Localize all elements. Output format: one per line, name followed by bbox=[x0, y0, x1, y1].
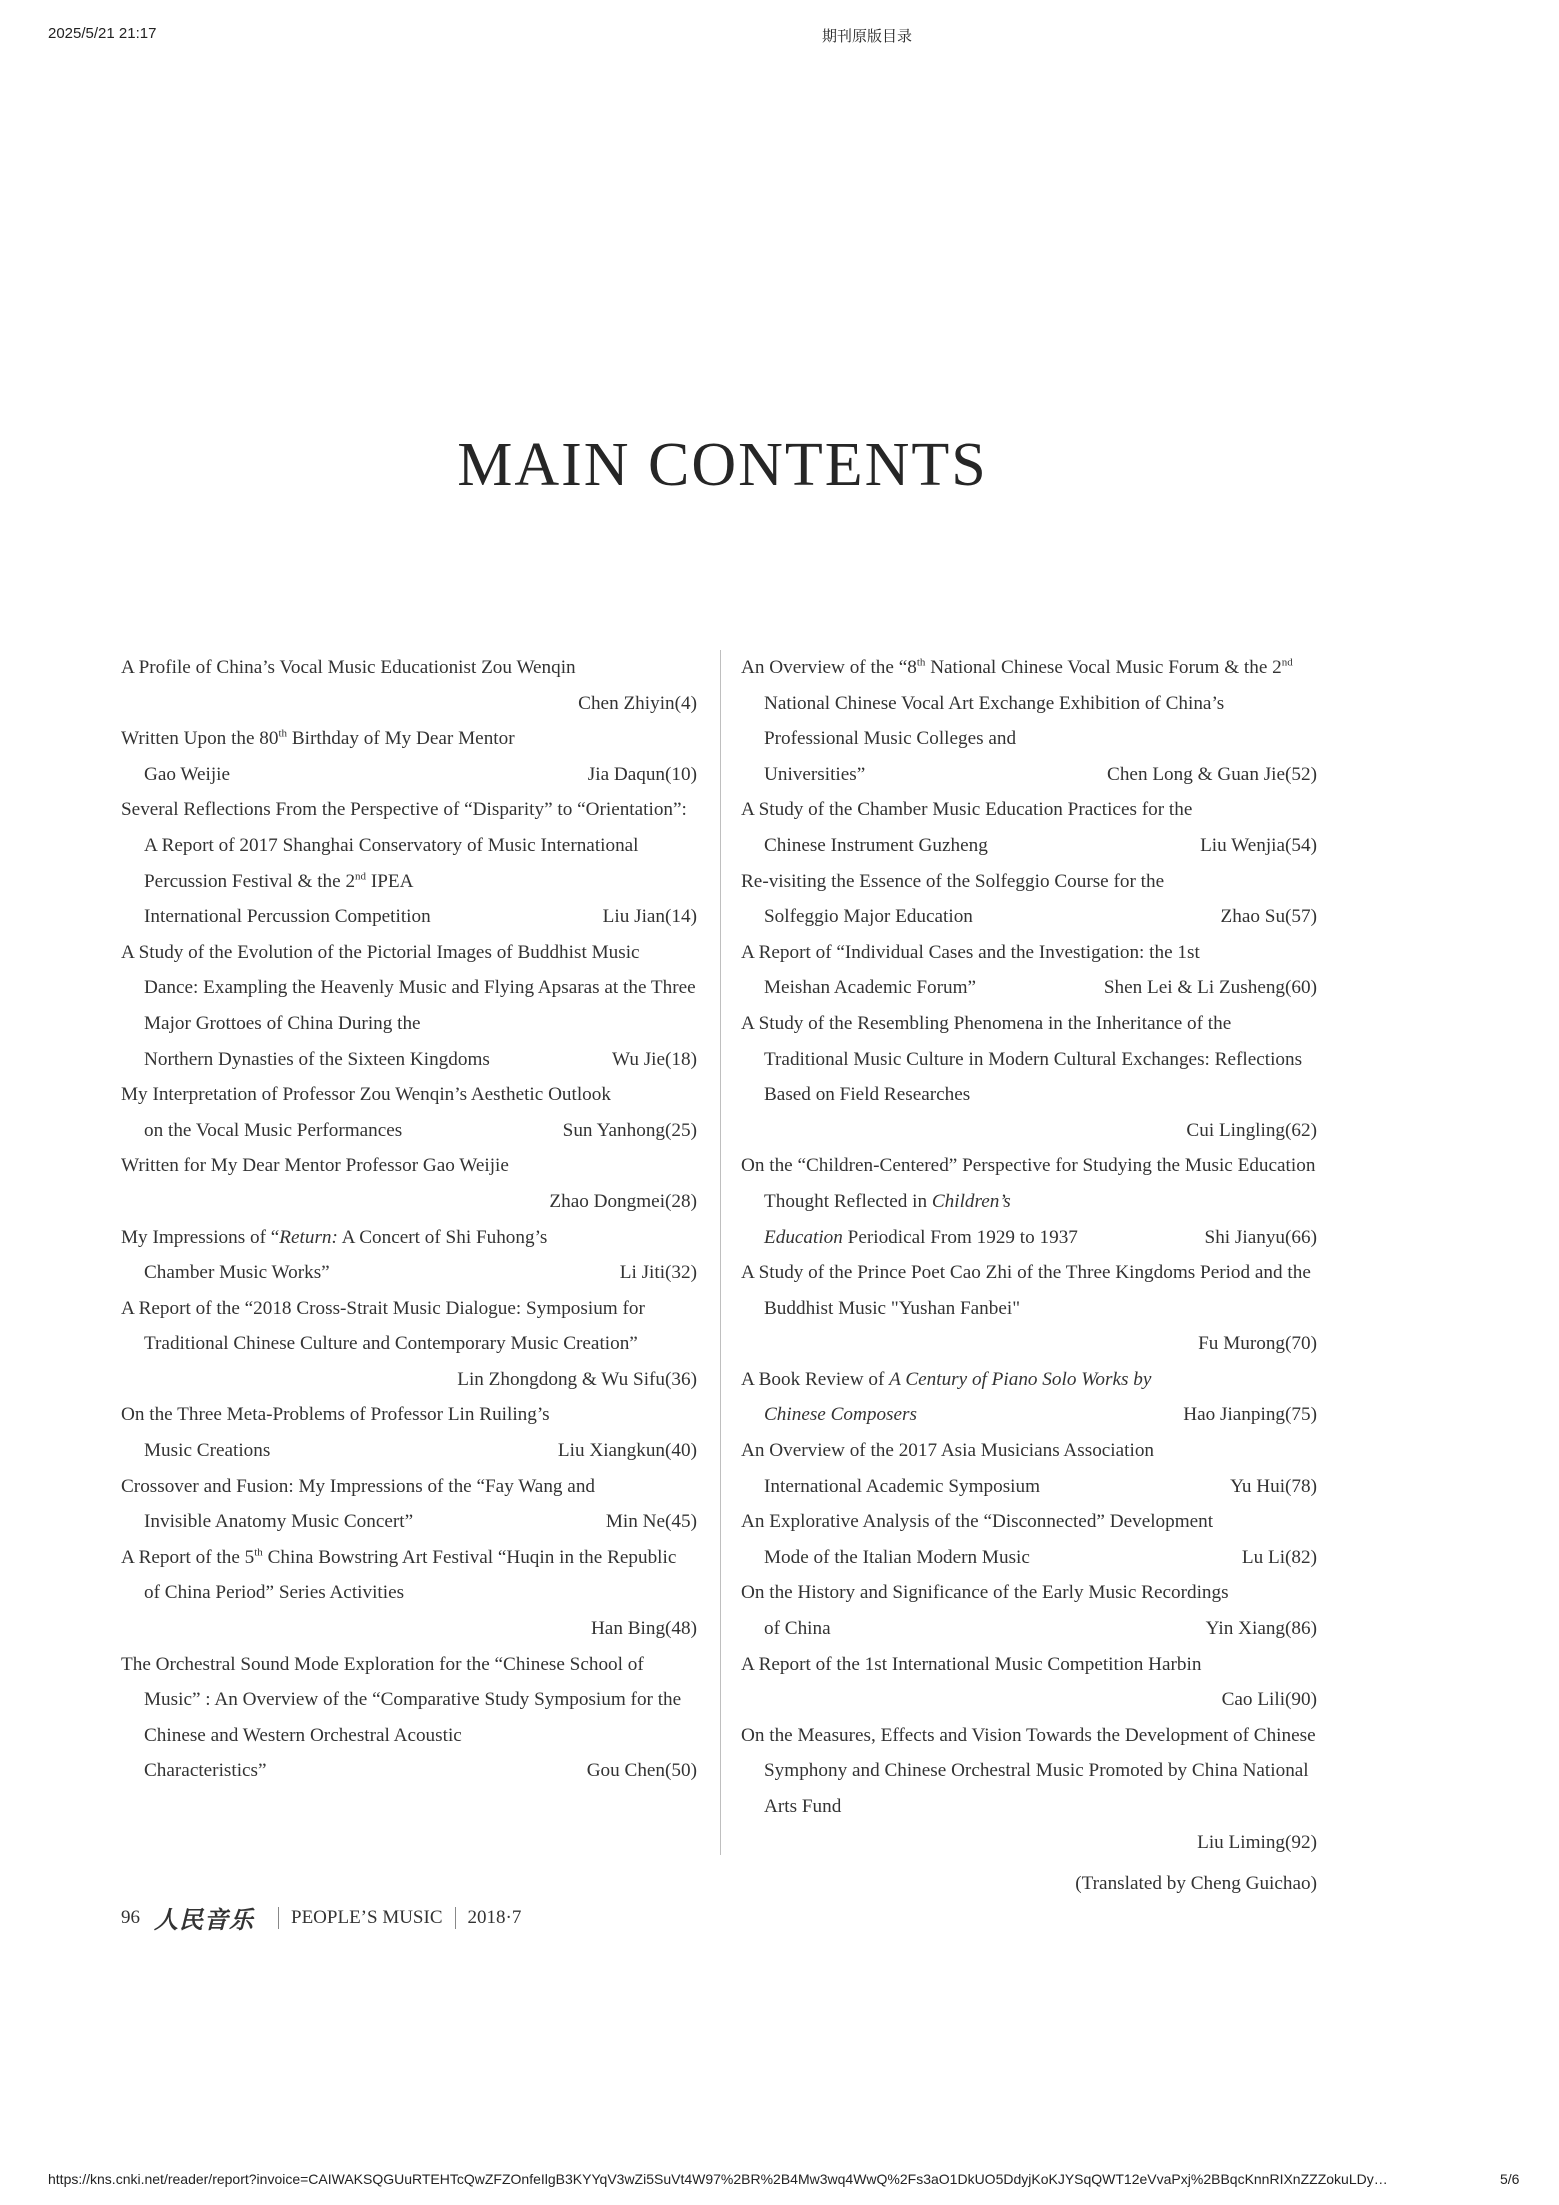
toc-entry bbox=[121, 721, 697, 792]
toc-entry bbox=[121, 1148, 697, 1219]
toc-entry bbox=[121, 1077, 697, 1148]
toc-entry-title-end: on the Vocal Music Performances bbox=[144, 1119, 403, 1141]
toc-entry-author: Liu Wenjia(54) bbox=[1200, 834, 1317, 856]
toc-entry-author: Zhao Su(57) bbox=[1220, 906, 1317, 928]
toc-entry bbox=[121, 1469, 697, 1540]
toc-entry-title: Re-visiting the Essence of the Solfeggio Course for the bbox=[741, 870, 1165, 892]
magazine-logo: 人民音乐 bbox=[154, 1908, 254, 1934]
toc-entry-title-end: Invisible Anatomy Music Concert” bbox=[144, 1511, 414, 1533]
magazine-footer bbox=[121, 1900, 521, 1935]
toc-entry-last-line bbox=[121, 1042, 697, 1078]
toc-entry bbox=[121, 1647, 697, 1789]
toc-entry-author: Liu Jian(14) bbox=[602, 906, 697, 928]
toc-entry-title-end: Gao Weijie bbox=[144, 763, 231, 785]
toc-entry-last-line bbox=[741, 1220, 1317, 1256]
toc-entry bbox=[121, 1220, 697, 1291]
toc-entry-author: Li Jiti(32) bbox=[619, 1262, 697, 1284]
toc-entry-last-line bbox=[121, 1113, 697, 1149]
toc-entry-last-line bbox=[121, 1753, 697, 1789]
toc-entry-author: Liu Xiangkun(40) bbox=[557, 1440, 697, 1462]
toc-entry-title: Written Upon the 80th Birthday of My Dear Mentor bbox=[121, 727, 515, 750]
magazine-issue: 2018·7 bbox=[467, 1906, 522, 1928]
toc-entry-title-end: Characteristics” bbox=[144, 1760, 267, 1782]
toc-entry-last-line bbox=[741, 828, 1317, 864]
toc-entry-author: Chen Zhiyin(4) bbox=[578, 692, 697, 714]
toc-entry-title-end: Education Periodical From 1929 to 1937 bbox=[764, 1226, 1078, 1248]
toc-entry-title-end: Universities” bbox=[764, 763, 866, 785]
toc-entry bbox=[741, 1255, 1317, 1362]
toc-entry-author: Min Ne(45) bbox=[605, 1511, 697, 1533]
toc-entry-title: On the Three Meta-Problems of Professor Lin Ruiling’s bbox=[121, 1404, 550, 1426]
contents-left-column bbox=[121, 650, 697, 1789]
toc-entry-author: Cao Lili(90) bbox=[1221, 1689, 1317, 1711]
toc-entry bbox=[741, 1504, 1317, 1575]
toc-entry-author: Yin Xiang(86) bbox=[1205, 1618, 1317, 1640]
toc-entry bbox=[741, 1006, 1317, 1148]
toc-entry-title: My Impressions of “Return: A Concert of Shi Fuhong’s bbox=[121, 1226, 548, 1248]
toc-entry-author: Shi Jianyu(66) bbox=[1204, 1226, 1317, 1248]
toc-entry-title: An Overview of the “8th National Chinese Vocal Music Forum & the 2nd National Chinese Vocal Art Exchange Exhibition of China’s Professional Music Colleges and bbox=[741, 656, 1293, 750]
toc-entry-title-end: Mode of the Italian Modern Music bbox=[764, 1546, 1030, 1568]
toc-entry bbox=[741, 1433, 1317, 1504]
toc-entry-title: Crossover and Fusion: My Impressions of the “Fay Wang and bbox=[121, 1475, 596, 1497]
contents-right-column bbox=[741, 650, 1317, 1902]
magazine-page-number: 96 bbox=[121, 1906, 140, 1928]
toc-entry bbox=[741, 792, 1317, 863]
toc-entry-author: Fu Murong(70) bbox=[1198, 1333, 1317, 1355]
toc-entry-author: Shen Lei & Li Zusheng(60) bbox=[1103, 977, 1317, 999]
toc-entry-last-line bbox=[121, 757, 697, 793]
toc-entry-title: A Profile of China’s Vocal Music Educationist Zou Wenqin bbox=[121, 657, 576, 678]
toc-entry-author: Lu Li(82) bbox=[1241, 1546, 1317, 1568]
print-page-indicator: 5/6 bbox=[1500, 2171, 1520, 2187]
toc-entry bbox=[121, 1397, 697, 1468]
toc-entry-title: A Report of “Individual Cases and the Investigation: the 1st bbox=[741, 941, 1200, 963]
toc-entry-title-end: International Percussion Competition bbox=[144, 906, 431, 928]
toc-entry-last-line bbox=[121, 1504, 697, 1540]
magazine-name: PEOPLE’S MUSIC bbox=[291, 1906, 443, 1928]
toc-entry-author: Wu Jie(18) bbox=[611, 1048, 697, 1070]
toc-entry bbox=[741, 1718, 1317, 1860]
toc-entry-title: On the Measures, Effects and Vision Towards the Development of Chinese Symphony and Chinese Orchestral Music Promoted by China National Arts Fund bbox=[741, 1724, 1316, 1817]
toc-entry-author: Han Bing(48) bbox=[590, 1618, 697, 1640]
toc-entry-author: Chen Long & Guan Jie(52) bbox=[1107, 763, 1317, 785]
toc-entry-title-end: of China bbox=[764, 1618, 831, 1640]
toc-entry-author: Liu Liming(92) bbox=[1197, 1831, 1317, 1853]
toc-entry-last-line bbox=[741, 970, 1317, 1006]
footer-separator bbox=[278, 1907, 279, 1929]
toc-entry-title: The Orchestral Sound Mode Exploration for the “Chinese School of Music” : An Overview of the “Comparative Study Symposium for the Chinese and Western Orchestral Acoustic bbox=[121, 1653, 682, 1746]
print-datetime: 2025/5/21 21:17 bbox=[48, 25, 157, 42]
toc-entry-title: A Report of the 5th China Bowstring Art Festival “Huqin in the Republic of China Period” Series Activities bbox=[121, 1546, 677, 1604]
toc-entry-title: My Interpretation of Professor Zou Wenqin’s Aesthetic Outlook bbox=[121, 1084, 611, 1106]
print-page-title: 期刊原版目录 bbox=[822, 28, 913, 45]
toc-entry-title: A Study of the Evolution of the Pictorial Images of Buddhist Music Dance: Exampling the Heavenly Music and Flying Apsaras at the Three Major Grottoes of China During the bbox=[121, 941, 696, 1034]
toc-entry-title-end: Chamber Music Works” bbox=[144, 1262, 330, 1284]
toc-entry-title-end: Solfeggio Major Education bbox=[764, 906, 973, 928]
print-url[interactable]: https://kns.cnki.net/reader/report?invoice=CAIWAKSQGUuRTEHTcQwZFZOnfeIlgB3KYYqV3wZi5SuVt4W97%2BR%2B4Mw3wq4WwQ%2Fs3aO1DkUO5DdyjKoKJYSqQWT12eVvaPxj%2BBqcKnnRIXnZZZokuLDy… bbox=[48, 2171, 1388, 2187]
toc-entry bbox=[121, 935, 697, 1077]
toc-entry bbox=[121, 1291, 697, 1398]
toc-entry-last-line bbox=[741, 757, 1317, 793]
page-title: MAIN CONTENTS bbox=[457, 431, 988, 499]
toc-entry-last-line bbox=[121, 1433, 697, 1469]
toc-entry-title-end: Chinese Composers bbox=[764, 1404, 917, 1426]
toc-entry-author: Hao Jianping(75) bbox=[1183, 1404, 1317, 1426]
toc-entry bbox=[741, 935, 1317, 1006]
toc-entry-title-end: Music Creations bbox=[144, 1440, 271, 1462]
toc-entry-title: A Report of the 1st International Music Competition Harbin bbox=[741, 1653, 1202, 1675]
toc-entry bbox=[741, 650, 1317, 792]
toc-entry-last-line bbox=[741, 1397, 1317, 1433]
toc-entry bbox=[121, 792, 697, 934]
column-divider bbox=[720, 650, 721, 1855]
toc-entry-author: Sun Yanhong(25) bbox=[562, 1119, 697, 1141]
toc-entry-title: An Explorative Analysis of the “Disconnected” Development bbox=[741, 1511, 1214, 1533]
toc-entry-last-line bbox=[741, 1611, 1317, 1647]
toc-entry-title: An Overview of the 2017 Asia Musicians Association bbox=[741, 1440, 1155, 1462]
toc-entry-title: Several Reflections From the Perspective of “Disparity” to “Orientation”: A Report of 2017 Shanghai Conservatory of Music International Percussion Festival & the 2nd IPEA bbox=[121, 799, 687, 892]
toc-entry-last-line bbox=[741, 1540, 1317, 1576]
toc-entry-title-end: Chinese Instrument Guzheng bbox=[764, 834, 988, 856]
toc-entry-author: Gou Chen(50) bbox=[586, 1760, 697, 1782]
toc-entry-author: Jia Daqun(10) bbox=[587, 763, 697, 785]
toc-entry bbox=[121, 1540, 697, 1647]
toc-entry-title-end: Meishan Academic Forum” bbox=[764, 977, 977, 999]
toc-entry-last-line bbox=[121, 899, 697, 935]
toc-entry-title: Written for My Dear Mentor Professor Gao Weijie bbox=[121, 1155, 509, 1177]
toc-entry-author: Zhao Dongmei(28) bbox=[549, 1190, 697, 1212]
footer-separator bbox=[455, 1907, 456, 1929]
toc-entry-title: On the “Children-Centered” Perspective for Studying the Music Education Thought Reflected in Children’s bbox=[741, 1155, 1316, 1212]
toc-entry-author: Cui Lingling(62) bbox=[1186, 1119, 1317, 1141]
translator-credit: (Translated by Cheng Guichao) bbox=[1075, 1873, 1317, 1895]
toc-entry bbox=[121, 650, 697, 721]
toc-entry-title: A Study of the Chamber Music Education Practices for the bbox=[741, 799, 1193, 821]
toc-entry-last-line bbox=[741, 899, 1317, 935]
toc-entry bbox=[741, 1362, 1317, 1433]
toc-entry-title: A Book Review of A Century of Piano Solo Works by bbox=[741, 1368, 1152, 1390]
toc-entry-title: On the History and Significance of the Early Music Recordings bbox=[741, 1582, 1229, 1604]
toc-entry-title: A Report of the “2018 Cross-Strait Music Dialogue: Symposium for Traditional Chinese Culture and Contemporary Music Creation” bbox=[121, 1297, 645, 1355]
toc-entry-title: A Study of the Prince Poet Cao Zhi of the Three Kingdoms Period and the Buddhist Music "Yushan Fanbei" bbox=[741, 1262, 1311, 1319]
toc-entry bbox=[741, 1575, 1317, 1646]
toc-entry-last-line bbox=[741, 1469, 1317, 1505]
toc-entry-last-line bbox=[121, 1255, 697, 1291]
toc-entry-author: Yu Hui(78) bbox=[1230, 1475, 1317, 1497]
toc-entry bbox=[741, 1647, 1317, 1718]
toc-entry bbox=[741, 864, 1317, 935]
toc-entry-title-end: Northern Dynasties of the Sixteen Kingdoms bbox=[144, 1048, 490, 1070]
toc-entry-title-end: International Academic Symposium bbox=[764, 1475, 1041, 1497]
toc-entry bbox=[741, 1148, 1317, 1255]
toc-entry-author: Lin Zhongdong & Wu Sifu(36) bbox=[457, 1368, 697, 1390]
toc-entry-title: A Study of the Resembling Phenomena in the Inheritance of the Traditional Music Culture in Modern Cultural Exchanges: Reflections Based on Field Researches bbox=[741, 1012, 1303, 1106]
